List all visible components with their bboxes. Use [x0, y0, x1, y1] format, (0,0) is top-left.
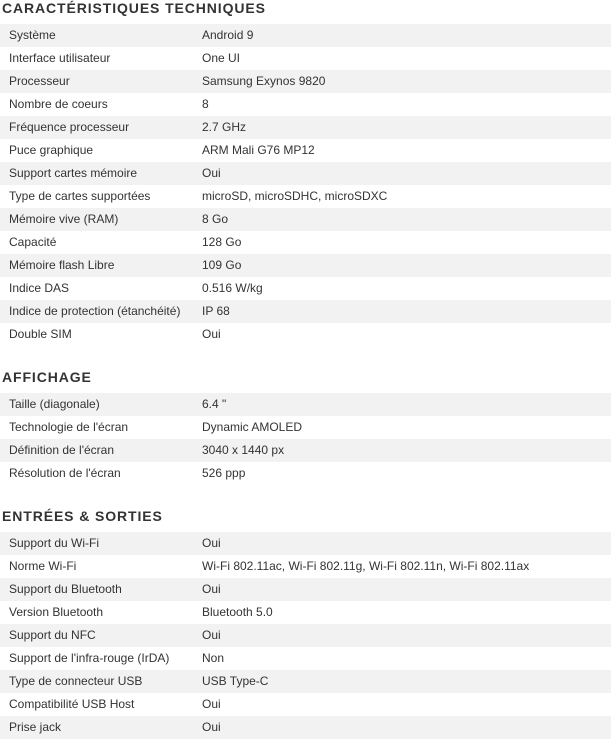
spec-value: Oui [202, 536, 221, 550]
table-row [0, 624, 611, 647]
spec-label: Support du Bluetooth [9, 582, 122, 596]
spec-label: Mémoire vive (RAM) [9, 212, 119, 226]
spec-value: IP 68 [202, 304, 230, 318]
table-row [0, 93, 611, 116]
spec-value: Wi-Fi 802.11ac, Wi-Fi 802.11g, Wi-Fi 802.11n, Wi-Fi 802.11ax [202, 559, 530, 573]
spec-value: Oui [202, 582, 221, 596]
spec-value: 128 Go [202, 235, 242, 249]
table-row [0, 578, 611, 601]
table-row [0, 300, 611, 323]
spec-value: ARM Mali G76 MP12 [202, 143, 315, 157]
spec-table [0, 393, 611, 485]
spec-label: Mémoire flash Libre [9, 258, 115, 272]
spec-value: One UI [202, 51, 241, 65]
spec-label: Type de cartes supportées [9, 189, 151, 203]
table-row [0, 693, 611, 716]
spec-value: Oui [202, 327, 221, 341]
spec-label: Puce graphique [9, 143, 94, 157]
spec-value: 8 Go [202, 212, 229, 226]
table-row [0, 555, 611, 578]
spec-value: 109 Go [202, 258, 242, 272]
spec-value: Bluetooth 5.0 [202, 605, 273, 619]
table-row [0, 162, 611, 185]
spec-label: Support cartes mémoire [9, 166, 138, 180]
table-row [0, 208, 611, 231]
section-affichage [0, 369, 611, 485]
section-caracteristiques-techniques [0, 0, 611, 346]
spec-label: Support de l'infra-rouge (IrDA) [9, 651, 170, 665]
spec-label: Technologie de l'écran [9, 420, 129, 434]
spec-value: 8 [202, 97, 209, 111]
spec-label: Nombre de coeurs [9, 97, 108, 111]
spec-value: Oui [202, 697, 221, 711]
table-row [0, 532, 611, 555]
table-row [0, 647, 611, 670]
spec-label: Interface utilisateur [9, 51, 111, 65]
spec-label: Capacité [9, 235, 57, 249]
spec-label: Processeur [9, 74, 70, 88]
spec-value: 3040 x 1440 px [202, 443, 285, 457]
table-row [0, 716, 611, 739]
section-title: ENTRÉES & SORTIES [2, 508, 163, 524]
spec-table [0, 532, 611, 739]
spec-label: Norme Wi-Fi [9, 559, 77, 573]
spec-value: 6.4 " [202, 397, 227, 411]
table-row [0, 277, 611, 300]
table-row [0, 139, 611, 162]
spec-label: Taille (diagonale) [9, 397, 100, 411]
spec-label: Système [9, 28, 56, 42]
spec-value: 526 ppp [202, 466, 246, 480]
spec-label: Indice DAS [9, 281, 70, 295]
section-title: AFFICHAGE [2, 369, 92, 385]
spec-value: Oui [202, 720, 221, 734]
table-row [0, 254, 611, 277]
spec-value: 2.7 GHz [202, 120, 247, 134]
spec-label: Compatibilité USB Host [9, 697, 135, 711]
table-row [0, 601, 611, 624]
table-row [0, 670, 611, 693]
table-row [0, 185, 611, 208]
spec-label: Support du NFC [9, 628, 96, 642]
spec-value: 0.516 W/kg [202, 281, 263, 295]
table-row [0, 416, 611, 439]
spec-value: Android 9 [202, 28, 254, 42]
section-spacer [0, 485, 614, 508]
spec-value: Samsung Exynos 9820 [202, 74, 326, 88]
spec-label: Double SIM [9, 327, 72, 341]
spec-value: Non [202, 651, 225, 665]
spec-value: Oui [202, 628, 221, 642]
table-row [0, 393, 611, 416]
table-row [0, 24, 611, 47]
spec-value: Dynamic AMOLED [202, 420, 303, 434]
spec-value: microSD, microSDHC, microSDXC [202, 189, 388, 203]
spec-label: Version Bluetooth [9, 605, 104, 619]
table-row [0, 231, 611, 254]
spec-label: Support du Wi-Fi [9, 536, 100, 550]
table-row [0, 47, 611, 70]
section-entrees-sorties [0, 508, 611, 739]
section-spacer [0, 346, 614, 369]
table-row [0, 70, 611, 93]
table-row [0, 462, 611, 485]
section-title: CARACTÉRISTIQUES TECHNIQUES [2, 0, 266, 16]
spec-label: Définition de l'écran [9, 443, 115, 457]
spec-label: Indice de protection (étanchéité) [9, 304, 181, 318]
spec-value: Oui [202, 166, 221, 180]
table-row [0, 323, 611, 346]
spec-table [0, 24, 611, 346]
table-row [0, 439, 611, 462]
table-row [0, 116, 611, 139]
spec-label: Type de connecteur USB [9, 674, 143, 688]
spec-label: Prise jack [9, 720, 62, 734]
spec-value: USB Type-C [202, 674, 269, 688]
spec-label: Fréquence processeur [9, 120, 130, 134]
spec-label: Résolution de l'écran [9, 466, 121, 480]
